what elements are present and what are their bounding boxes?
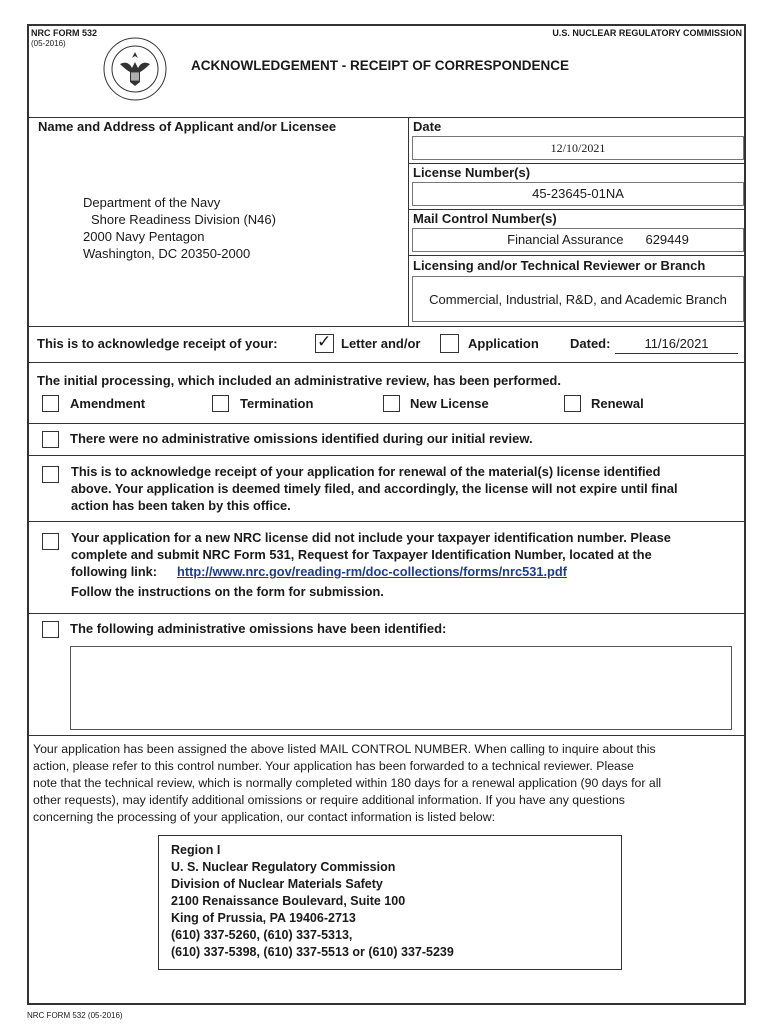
dated-label: Dated:	[570, 336, 611, 351]
check-mark-icon: ✓	[317, 332, 332, 351]
renewal-paragraph: This is to acknowledge receipt of your application for renewal of the material(s) license identified above. Your application is deemed timely filed, and accordingly, the license will not expire until final action has been taken by this office.	[71, 464, 678, 513]
applicant-label: Name and Address of Applicant and/or Licensee	[38, 119, 337, 134]
receipt-label: This is to acknowledge receipt of your:	[37, 336, 278, 351]
taxpayer-checkbox[interactable]	[42, 533, 59, 550]
termination-label: Termination	[240, 396, 314, 411]
agency-name: U.S. NUCLEAR REGULATORY COMMISSION	[552, 28, 742, 38]
new-license-checkbox[interactable]	[383, 395, 400, 412]
omissions-checkbox[interactable]	[42, 621, 59, 638]
initial-processing-text: The initial processing, which included an administrative review, has been performed.	[37, 373, 561, 388]
contact-division: Division of Nuclear Materials Safety	[171, 877, 383, 891]
no-omissions-text: There were no administrative omissions identified during our initial review.	[70, 431, 533, 446]
license-label: License Number(s)	[413, 165, 531, 180]
mail-control-label: Mail Control Number(s)	[413, 211, 557, 226]
date-label: Date	[413, 119, 442, 134]
letter-label: Letter and/or	[341, 336, 421, 351]
license-number-field[interactable]: 45-23645-01NA	[412, 182, 744, 206]
reviewer-field[interactable]: Commercial, Industrial, R&D, and Academic Branch	[412, 276, 744, 322]
letter-checkbox[interactable]	[315, 334, 334, 353]
renewal-label: Renewal	[591, 396, 644, 411]
applicant-address: Department of the Navy Shore Readiness Division (N46) 2000 Navy Pentagon Washington, DC 20350-2000	[83, 195, 276, 261]
renewal-checkbox[interactable]	[564, 395, 581, 412]
amendment-checkbox[interactable]	[42, 395, 59, 412]
renewal-receipt-checkbox[interactable]	[42, 466, 59, 483]
footer-paragraph: Your application has been assigned the above listed MAIL CONTROL NUMBER. When calling to inquire about this action, please refer to this control number. Your application has been forwarded to a technical reviewer. Please note that the technical review, which is normally completed within 180 days for a renewal application (90 days for all other requests), may identify additional omissions or require additional information. If you have any questions concerning the processing of your application, our contact information is listed below:	[33, 742, 662, 824]
reviewer-label: Licensing and/or Technical Reviewer or Branch	[413, 258, 706, 273]
omissions-textarea[interactable]	[70, 646, 732, 730]
contact-region: Region I	[171, 843, 221, 857]
termination-checkbox[interactable]	[212, 395, 229, 412]
date-field[interactable]: 12/10/2021	[412, 136, 744, 160]
new-license-label: New License	[410, 396, 489, 411]
amendment-label: Amendment	[70, 396, 146, 411]
application-checkbox[interactable]	[440, 334, 459, 353]
contact-agency: U. S. Nuclear Regulatory Commission	[171, 860, 396, 874]
application-label: Application	[468, 336, 539, 351]
taxpayer-paragraph: Your application for a new NRC license did not include your taxpayer identification number. Please complete and submit NRC Form 531, Request for Taxpayer Identification Number, located at the following link: http://www.nrc.gov/reading-rm/doc-collections/forms/nrc531.pdf Follow the instructions on the form for submission.	[71, 530, 671, 599]
dated-field[interactable]: 11/16/2021	[615, 336, 738, 354]
nrc-seal-icon	[102, 36, 168, 102]
form-revision: (05-2016)	[31, 39, 66, 48]
form-number: NRC FORM 532	[31, 28, 98, 38]
form-531-link[interactable]: http://www.nrc.gov/reading-rm/doc-collections/forms/nrc531.pdf	[177, 564, 567, 579]
contact-phones-2: (610) 337-5398, (610) 337-5513 or (610) 337-5239	[171, 945, 454, 959]
omissions-text: The following administrative omissions have been identified:	[70, 621, 447, 636]
bottom-form-note: NRC FORM 532 (05-2016)	[27, 1011, 123, 1020]
contact-city: King of Prussia, PA 19406-2713	[171, 911, 356, 925]
no-omissions-checkbox[interactable]	[42, 431, 59, 448]
contact-box	[158, 835, 622, 970]
contact-street: 2100 Renaissance Boulevard, Suite 100	[171, 894, 406, 908]
contact-phones-1: (610) 337-5260, (610) 337-5313,	[171, 928, 353, 942]
form-title: ACKNOWLEDGEMENT - RECEIPT OF CORRESPONDENCE	[191, 58, 570, 73]
mail-control-field[interactable]: Financial Assurance 629449	[412, 228, 744, 252]
